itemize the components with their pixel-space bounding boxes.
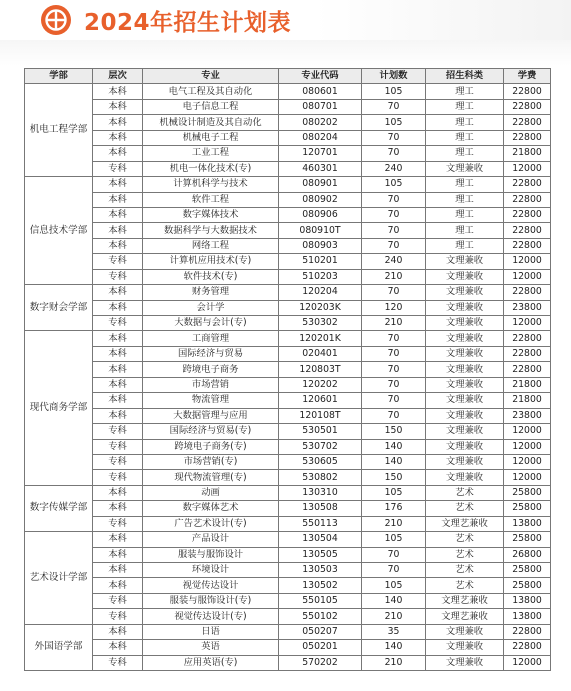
cell-level: 专科 (93, 439, 143, 454)
cell-subject-category: 文理兼收 (426, 624, 504, 639)
cell-plan-count: 70 (362, 377, 426, 392)
cell-major-code: 130503 (279, 563, 362, 578)
cell-subject-category: 理工 (426, 130, 504, 145)
table-row (25, 238, 551, 253)
cell-tuition: 25800 (504, 532, 551, 547)
cell-subject-category: 文理兼收 (426, 470, 504, 485)
cell-level: 本科 (93, 192, 143, 207)
page-title: 2024年招生计划表 (84, 10, 292, 36)
cell-major-code: 530302 (279, 316, 362, 331)
cell-major: 国际经济与贸易(专) (143, 424, 279, 439)
cell-tuition: 22800 (504, 346, 551, 361)
cell-level: 本科 (93, 115, 143, 130)
cell-subject-category: 文理兼收 (426, 346, 504, 361)
cell-major: 软件技术(专) (143, 269, 279, 284)
cell-tuition: 21800 (504, 146, 551, 161)
cell-subject-category: 文理兼收 (426, 454, 504, 469)
table-header-row (25, 69, 551, 84)
cell-tuition: 21800 (504, 377, 551, 392)
cell-major: 机电一体化技术(专) (143, 161, 279, 176)
cell-subject-category: 文理兼收 (426, 316, 504, 331)
cell-major-code: 080202 (279, 115, 362, 130)
cell-department: 数字财会学部 (25, 285, 93, 331)
table-row (25, 115, 551, 130)
cell-level: 本科 (93, 547, 143, 562)
cell-major: 计算机科学与技术 (143, 177, 279, 192)
cell-major: 大数据与会计(专) (143, 316, 279, 331)
cell-tuition: 22800 (504, 624, 551, 639)
cell-tuition: 12000 (504, 439, 551, 454)
cell-tuition: 22800 (504, 192, 551, 207)
cell-major: 机械电子工程 (143, 130, 279, 145)
cell-tuition: 22800 (504, 640, 551, 655)
cell-plan-count: 70 (362, 146, 426, 161)
cell-major: 环境设计 (143, 563, 279, 578)
cell-level: 专科 (93, 516, 143, 531)
cell-plan-count: 70 (362, 130, 426, 145)
cell-plan-count: 210 (362, 269, 426, 284)
cell-major-code: 510201 (279, 254, 362, 269)
table-row (25, 285, 551, 300)
cell-subject-category: 文理艺兼收 (426, 609, 504, 624)
cell-department: 机电工程学部 (25, 84, 93, 177)
cell-subject-category: 理工 (426, 177, 504, 192)
cell-department: 数字传媒学部 (25, 485, 93, 531)
cell-major-code: 120203K (279, 300, 362, 315)
cell-major-code: 020401 (279, 346, 362, 361)
cell-subject-category: 艺术 (426, 501, 504, 516)
cell-plan-count: 210 (362, 609, 426, 624)
cell-major-code: 550102 (279, 609, 362, 624)
cell-level: 本科 (93, 408, 143, 423)
cell-major-code: 080701 (279, 99, 362, 114)
cell-tuition: 12000 (504, 316, 551, 331)
table-row (25, 578, 551, 593)
cell-level: 本科 (93, 485, 143, 500)
cell-tuition: 22800 (504, 285, 551, 300)
cell-level: 专科 (93, 316, 143, 331)
cell-level: 本科 (93, 130, 143, 145)
cell-level: 本科 (93, 346, 143, 361)
cell-tuition: 25800 (504, 578, 551, 593)
table-row (25, 130, 551, 145)
table-body (25, 84, 551, 671)
cell-major-code: 550113 (279, 516, 362, 531)
header-major: 专业 (143, 69, 279, 84)
table-row (25, 532, 551, 547)
cell-subject-category: 艺术 (426, 532, 504, 547)
cell-plan-count: 70 (362, 99, 426, 114)
cell-level: 本科 (93, 532, 143, 547)
cell-tuition: 22800 (504, 84, 551, 99)
cell-tuition: 22800 (504, 115, 551, 130)
cell-major: 物流管理 (143, 393, 279, 408)
cell-major: 电子信息工程 (143, 99, 279, 114)
cell-subject-category: 文理兼收 (426, 269, 504, 284)
cell-major: 服装与服饰设计 (143, 547, 279, 562)
table-row (25, 316, 551, 331)
cell-major-code: 120701 (279, 146, 362, 161)
cell-level: 本科 (93, 331, 143, 346)
table-row (25, 331, 551, 346)
cell-major-code: 530605 (279, 454, 362, 469)
table-row (25, 655, 551, 670)
cell-major-code: 080903 (279, 238, 362, 253)
cell-major-code: 080910T (279, 223, 362, 238)
cell-major: 数字媒体艺术 (143, 501, 279, 516)
cell-tuition: 22800 (504, 130, 551, 145)
table-row (25, 177, 551, 192)
cell-level: 本科 (93, 146, 143, 161)
cell-major: 计算机应用技术(专) (143, 254, 279, 269)
cell-subject-category: 文理艺兼收 (426, 516, 504, 531)
cell-major: 应用英语(专) (143, 655, 279, 670)
cell-major-code: 120204 (279, 285, 362, 300)
table-row (25, 593, 551, 608)
cell-major: 市场营销 (143, 377, 279, 392)
table-row (25, 424, 551, 439)
cell-plan-count: 105 (362, 84, 426, 99)
cell-major: 工业工程 (143, 146, 279, 161)
cell-plan-count: 150 (362, 470, 426, 485)
cell-tuition: 22800 (504, 238, 551, 253)
cell-major-code: 120601 (279, 393, 362, 408)
header-level: 层次 (93, 69, 143, 84)
cell-level: 本科 (93, 501, 143, 516)
cell-subject-category: 文理兼收 (426, 285, 504, 300)
cell-subject-category: 文理兼收 (426, 161, 504, 176)
table-row (25, 254, 551, 269)
cell-major-code: 080906 (279, 207, 362, 222)
cell-plan-count: 120 (362, 300, 426, 315)
header-plan-count: 计划数 (362, 69, 426, 84)
cell-department: 艺术设计学部 (25, 532, 93, 625)
cell-major: 会计学 (143, 300, 279, 315)
cell-plan-count: 70 (362, 207, 426, 222)
cell-major-code: 530501 (279, 424, 362, 439)
cell-plan-count: 240 (362, 161, 426, 176)
cell-major-code: 120201K (279, 331, 362, 346)
table-row (25, 300, 551, 315)
table-row (25, 207, 551, 222)
cell-plan-count: 140 (362, 439, 426, 454)
cell-subject-category: 理工 (426, 115, 504, 130)
cell-plan-count: 70 (362, 285, 426, 300)
cell-level: 本科 (93, 563, 143, 578)
cell-tuition: 21800 (504, 393, 551, 408)
cell-major: 视觉传达设计 (143, 578, 279, 593)
cell-level: 专科 (93, 424, 143, 439)
cell-plan-count: 70 (362, 192, 426, 207)
cell-plan-count: 70 (362, 223, 426, 238)
cell-major: 英语 (143, 640, 279, 655)
table-row (25, 547, 551, 562)
header-subject-category: 招生科类 (426, 69, 504, 84)
cell-subject-category: 文理兼收 (426, 331, 504, 346)
cell-major: 现代物流管理(专) (143, 470, 279, 485)
table-row (25, 377, 551, 392)
cell-subject-category: 文理兼收 (426, 300, 504, 315)
table-row (25, 223, 551, 238)
cell-major-code: 080204 (279, 130, 362, 145)
cell-major: 服装与服饰设计(专) (143, 593, 279, 608)
cell-level: 本科 (93, 207, 143, 222)
cell-level: 本科 (93, 99, 143, 114)
cell-tuition: 22800 (504, 331, 551, 346)
cell-plan-count: 176 (362, 501, 426, 516)
cell-subject-category: 理工 (426, 223, 504, 238)
cell-tuition: 12000 (504, 254, 551, 269)
cell-major-code: 050207 (279, 624, 362, 639)
cell-tuition: 13800 (504, 593, 551, 608)
cell-tuition: 22800 (504, 223, 551, 238)
cell-tuition: 22800 (504, 362, 551, 377)
cell-major-code: 130502 (279, 578, 362, 593)
cell-tuition: 13800 (504, 609, 551, 624)
enrollment-plan-table (24, 68, 551, 671)
cell-level: 本科 (93, 640, 143, 655)
cell-level: 专科 (93, 593, 143, 608)
cell-major: 广告艺术设计(专) (143, 516, 279, 531)
table-row (25, 454, 551, 469)
cell-major-code: 080901 (279, 177, 362, 192)
cell-plan-count: 240 (362, 254, 426, 269)
cell-level: 本科 (93, 300, 143, 315)
cell-subject-category: 理工 (426, 238, 504, 253)
cell-plan-count: 210 (362, 655, 426, 670)
table-row (25, 624, 551, 639)
table-row (25, 146, 551, 161)
table-row (25, 485, 551, 500)
cell-major: 视觉传达设计(专) (143, 609, 279, 624)
cell-department: 信息技术学部 (25, 177, 93, 285)
table-row (25, 362, 551, 377)
cell-plan-count: 70 (362, 331, 426, 346)
header-strip (0, 40, 571, 66)
header-major-code: 专业代码 (279, 69, 362, 84)
cell-department: 外国语学部 (25, 624, 93, 670)
cell-major: 跨境电子商务(专) (143, 439, 279, 454)
cell-major-code: 130508 (279, 501, 362, 516)
cell-major-code: 130504 (279, 532, 362, 547)
cell-tuition: 22800 (504, 207, 551, 222)
cell-plan-count: 210 (362, 516, 426, 531)
table-row (25, 99, 551, 114)
cell-major-code: 510203 (279, 269, 362, 284)
cell-tuition: 13800 (504, 516, 551, 531)
cell-tuition: 12000 (504, 161, 551, 176)
cell-plan-count: 105 (362, 177, 426, 192)
cell-level: 本科 (93, 177, 143, 192)
cell-major: 跨境电子商务 (143, 362, 279, 377)
table-row (25, 470, 551, 485)
cell-major: 数据科学与大数据技术 (143, 223, 279, 238)
cell-major-code: 130505 (279, 547, 362, 562)
cell-level: 本科 (93, 362, 143, 377)
table-row (25, 563, 551, 578)
cell-major-code: 460301 (279, 161, 362, 176)
cell-level: 专科 (93, 161, 143, 176)
cell-major-code: 530702 (279, 439, 362, 454)
cell-level: 本科 (93, 238, 143, 253)
cell-major-code: 530802 (279, 470, 362, 485)
cell-subject-category: 文理兼收 (426, 640, 504, 655)
cell-subject-category: 文理兼收 (426, 362, 504, 377)
cell-major: 市场营销(专) (143, 454, 279, 469)
cell-tuition: 22800 (504, 177, 551, 192)
cell-major: 财务管理 (143, 285, 279, 300)
cell-department: 现代商务学部 (25, 331, 93, 485)
table-row (25, 269, 551, 284)
header-tuition: 学费 (504, 69, 551, 84)
cell-plan-count: 210 (362, 316, 426, 331)
cell-subject-category: 艺术 (426, 578, 504, 593)
table-row (25, 609, 551, 624)
cell-plan-count: 70 (362, 362, 426, 377)
cell-subject-category: 理工 (426, 146, 504, 161)
cell-plan-count: 70 (362, 563, 426, 578)
cell-level: 本科 (93, 578, 143, 593)
cell-plan-count: 70 (362, 346, 426, 361)
table-row (25, 501, 551, 516)
cell-level: 专科 (93, 609, 143, 624)
cell-major: 动画 (143, 485, 279, 500)
cell-tuition: 26800 (504, 547, 551, 562)
table-row (25, 192, 551, 207)
cell-subject-category: 理工 (426, 84, 504, 99)
cell-subject-category: 文理兼收 (426, 655, 504, 670)
cell-level: 专科 (93, 655, 143, 670)
cell-major-code: 050201 (279, 640, 362, 655)
cell-plan-count: 105 (362, 532, 426, 547)
cell-major-code: 120803T (279, 362, 362, 377)
cell-major-code: 080902 (279, 192, 362, 207)
cell-plan-count: 140 (362, 454, 426, 469)
cell-plan-count: 70 (362, 547, 426, 562)
cell-major-code: 550105 (279, 593, 362, 608)
cell-plan-count: 70 (362, 408, 426, 423)
cell-major-code: 120202 (279, 377, 362, 392)
cell-subject-category: 文理艺兼收 (426, 593, 504, 608)
cell-major: 日语 (143, 624, 279, 639)
header-department: 学部 (25, 69, 93, 84)
cell-level: 本科 (93, 393, 143, 408)
cell-major: 国际经济与贸易 (143, 346, 279, 361)
cell-subject-category: 文理兼收 (426, 377, 504, 392)
cell-major: 网络工程 (143, 238, 279, 253)
cell-plan-count: 105 (362, 485, 426, 500)
cell-major: 产品设计 (143, 532, 279, 547)
cell-major: 软件工程 (143, 192, 279, 207)
cell-tuition: 25800 (504, 501, 551, 516)
cell-subject-category: 艺术 (426, 563, 504, 578)
cell-plan-count: 105 (362, 578, 426, 593)
cell-tuition: 23800 (504, 408, 551, 423)
cell-major-code: 080601 (279, 84, 362, 99)
table-row (25, 84, 551, 99)
cell-level: 本科 (93, 84, 143, 99)
cell-major: 数字媒体技术 (143, 207, 279, 222)
table-row (25, 640, 551, 655)
cell-plan-count: 70 (362, 393, 426, 408)
cell-subject-category: 文理兼收 (426, 424, 504, 439)
table-row (25, 346, 551, 361)
cell-subject-category: 文理兼收 (426, 393, 504, 408)
cell-tuition: 12000 (504, 470, 551, 485)
cell-major-code: 130310 (279, 485, 362, 500)
cell-plan-count: 150 (362, 424, 426, 439)
cell-level: 本科 (93, 223, 143, 238)
cell-tuition: 25800 (504, 563, 551, 578)
cell-tuition: 25800 (504, 485, 551, 500)
table-row (25, 439, 551, 454)
cell-level: 专科 (93, 470, 143, 485)
cell-subject-category: 艺术 (426, 485, 504, 500)
cell-plan-count: 105 (362, 115, 426, 130)
cell-level: 本科 (93, 285, 143, 300)
table-row (25, 408, 551, 423)
cell-subject-category: 文理兼收 (426, 439, 504, 454)
table-row (25, 161, 551, 176)
cell-plan-count: 140 (362, 640, 426, 655)
cell-tuition: 12000 (504, 424, 551, 439)
table-row (25, 393, 551, 408)
cell-subject-category: 文理兼收 (426, 254, 504, 269)
cell-subject-category: 理工 (426, 99, 504, 114)
cell-tuition: 12000 (504, 655, 551, 670)
school-logo-icon (41, 5, 71, 35)
cell-tuition: 22800 (504, 99, 551, 114)
cell-major-code: 570202 (279, 655, 362, 670)
cell-tuition: 12000 (504, 454, 551, 469)
cell-level: 本科 (93, 624, 143, 639)
cell-plan-count: 140 (362, 593, 426, 608)
cell-subject-category: 理工 (426, 192, 504, 207)
table-row (25, 516, 551, 531)
cell-plan-count: 70 (362, 238, 426, 253)
cell-subject-category: 艺术 (426, 547, 504, 562)
cell-level: 专科 (93, 269, 143, 284)
cell-subject-category: 文理兼收 (426, 408, 504, 423)
cell-level: 本科 (93, 377, 143, 392)
cell-major: 大数据管理与应用 (143, 408, 279, 423)
cell-major: 机械设计制造及其自动化 (143, 115, 279, 130)
cell-major: 工商管理 (143, 331, 279, 346)
cell-major-code: 120108T (279, 408, 362, 423)
cell-major: 电气工程及其自动化 (143, 84, 279, 99)
cell-tuition: 23800 (504, 300, 551, 315)
cell-plan-count: 35 (362, 624, 426, 639)
cell-level: 专科 (93, 254, 143, 269)
cell-tuition: 12000 (504, 269, 551, 284)
cell-level: 专科 (93, 454, 143, 469)
cell-subject-category: 理工 (426, 207, 504, 222)
